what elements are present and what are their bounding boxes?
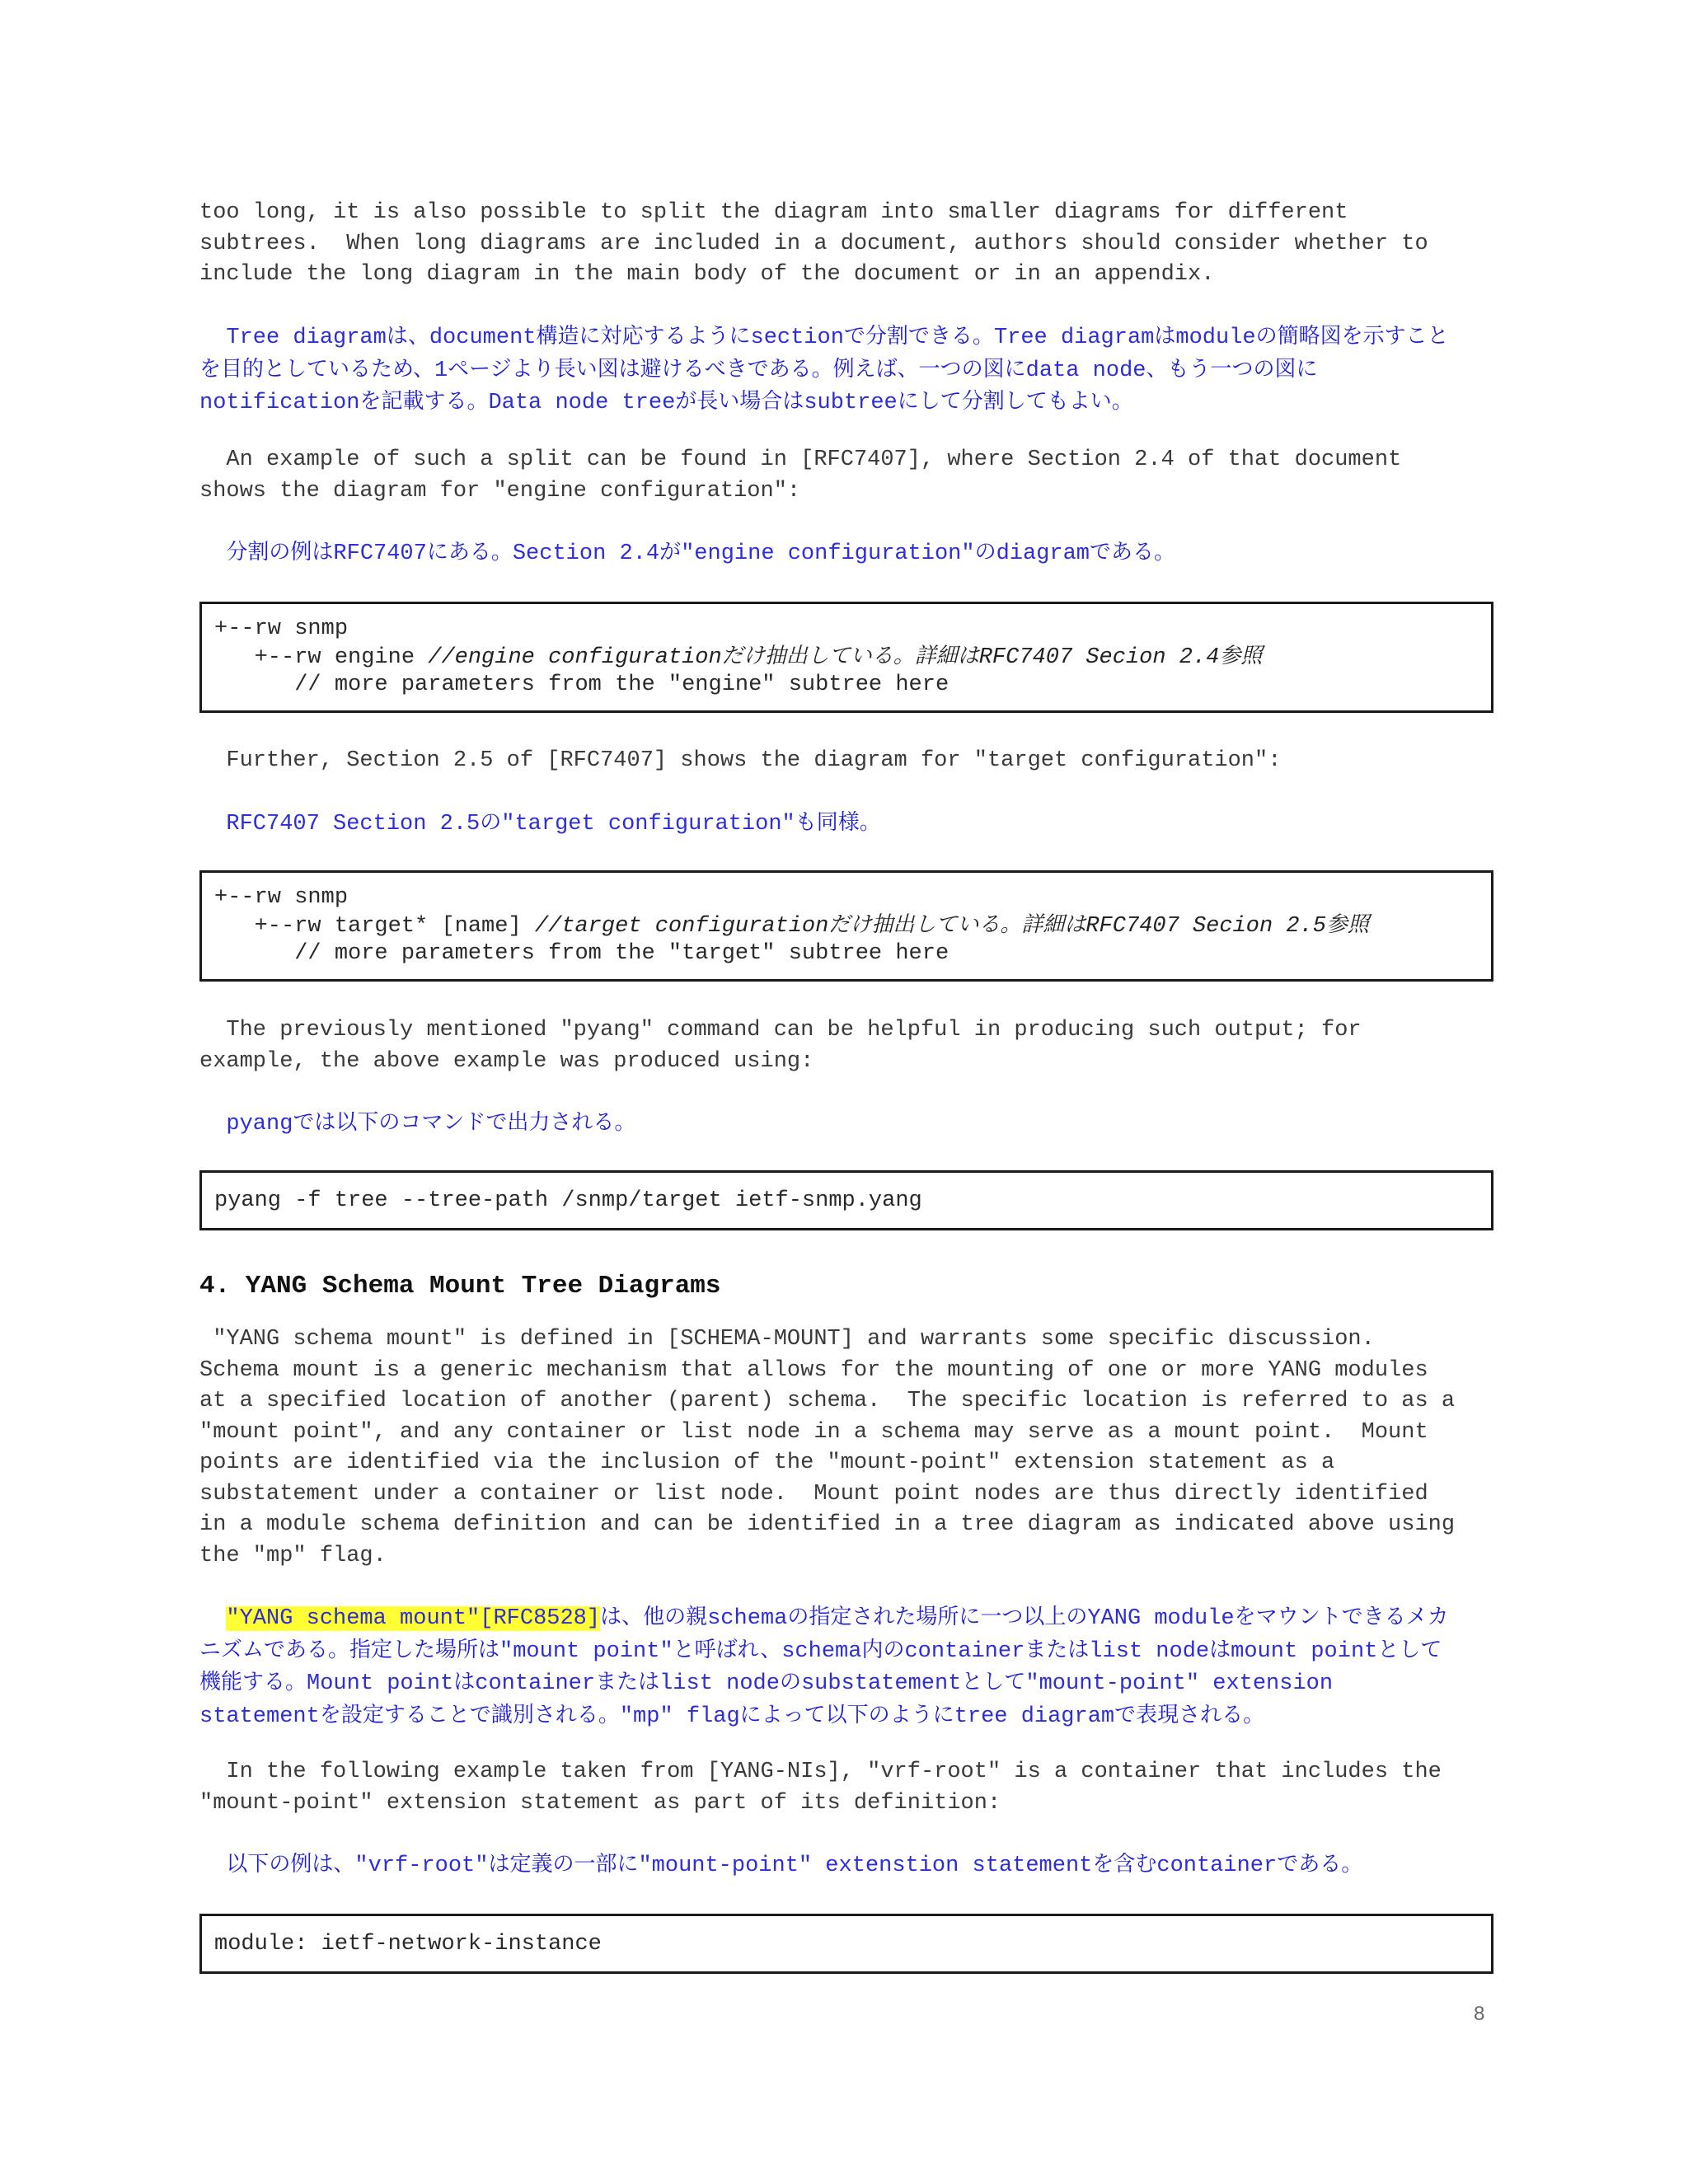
latin-run: "engine configuration" bbox=[681, 541, 975, 566]
latin-run bbox=[199, 541, 226, 566]
code-line: // more parameters from the "engine" subtree here bbox=[214, 673, 950, 697]
latin-run: schema bbox=[707, 1606, 788, 1631]
japanese-run: が長い場合は bbox=[675, 389, 804, 414]
latin-run: RFC7407 Secion 2.4 bbox=[978, 645, 1220, 670]
latin-run: "target configuration" bbox=[501, 812, 795, 837]
latin-run: subtree bbox=[804, 391, 898, 415]
japanese-run: で表現される。 bbox=[1114, 1702, 1265, 1727]
note-target-config-ja bbox=[199, 808, 881, 841]
japanese-run: は、他の親 bbox=[600, 1605, 708, 1629]
japanese-run: は定義の一部に bbox=[488, 1852, 639, 1877]
code-line: +--rw snmp bbox=[214, 616, 349, 641]
latin-run: YANG module bbox=[1087, 1606, 1235, 1631]
japanese-run: だけ抽出している。詳細は bbox=[828, 912, 1086, 937]
paragraph-target-config: Further, Section 2.5 of [RFC7407] shows the diagram for "target configuration": bbox=[199, 748, 1282, 773]
latin-run: schema bbox=[781, 1638, 862, 1664]
japanese-run: として 機能する。 bbox=[199, 1637, 1442, 1694]
latin-run: Tree diagram bbox=[199, 326, 387, 350]
japanese-run: である。 bbox=[1090, 540, 1176, 565]
code-comment bbox=[428, 645, 1262, 670]
paragraph-intro: too long, it is also possible to split the diagram into smaller diagrams for different subtrees. When long diagrams are included in a document, authors should consider whether to include the long diagram in the main body of the document or in an appendix. bbox=[199, 200, 1428, 287]
latin-run: container bbox=[475, 1671, 596, 1696]
section-heading: 4. YANG Schema Mount Tree Diagrams bbox=[199, 1272, 721, 1301]
note-example-vrf-ja bbox=[199, 1849, 1362, 1882]
japanese-run: と呼ばれ、 bbox=[673, 1637, 782, 1662]
latin-run: pyang bbox=[199, 1112, 293, 1137]
japanese-run: 内の bbox=[861, 1637, 905, 1662]
latin-run: substatement bbox=[800, 1671, 962, 1696]
latin-run: container bbox=[1156, 1854, 1278, 1878]
japanese-run: 分割の例は bbox=[226, 540, 334, 565]
japanese-run: である。 bbox=[1277, 1852, 1363, 1877]
japanese-run: を設定することで識別される。 bbox=[319, 1702, 620, 1727]
code-box-module bbox=[199, 1914, 1493, 1974]
japanese-run: にして分割してもよい。 bbox=[897, 389, 1133, 414]
latin-run: "mount-point" extenstion statement bbox=[638, 1854, 1093, 1878]
japanese-run: では以下のコマンドで出力される。 bbox=[293, 1110, 636, 1135]
japanese-run: 以下の例は、 bbox=[226, 1852, 355, 1877]
latin-run: list node bbox=[659, 1671, 780, 1696]
code-box-engine bbox=[199, 602, 1493, 713]
code-comment bbox=[535, 914, 1369, 939]
japanese-run: 、もう一つの図に bbox=[1146, 356, 1318, 382]
japanese-run: は、 bbox=[386, 324, 429, 349]
note-tree-diagram-ja bbox=[199, 321, 1449, 419]
latin-run: document bbox=[429, 326, 537, 350]
page-number: 8 bbox=[1474, 2003, 1485, 2025]
latin-run: Mount point bbox=[307, 1671, 454, 1696]
latin-run: Data node tree bbox=[488, 391, 676, 415]
latin-run: "mount point" bbox=[499, 1638, 673, 1664]
note-pyang-ja bbox=[199, 1108, 635, 1141]
japanese-run: だけ抽出している。詳細は bbox=[721, 644, 979, 668]
japanese-run: の指定された場所に一つ以上の bbox=[787, 1605, 1088, 1629]
note-schema-mount-ja bbox=[199, 1602, 1449, 1732]
japanese-run: は bbox=[1154, 324, 1176, 349]
latin-run: RFC7407 Section 2.5 bbox=[199, 812, 481, 837]
code-line: // more parameters from the "target" subtree here bbox=[214, 941, 950, 966]
code-line: module: ietf-network-instance bbox=[214, 1932, 602, 1957]
latin-run: "mount-point" extension statement bbox=[199, 1671, 1334, 1729]
paragraph-schema-mount: "YANG schema mount" is defined in [SCHEMA-MOUNT] and warrants some specific discussion. Schema mount is a generic mechanism that allows for the mounting of one or more YANG modules at a specified location of another (parent) schema. The specific location is referred to as a "mount point", and any container or list node in a schema may serve as a mount point. Mount points are identified via the inclusion of the "mount-point" extension statement as a substatement under a container or list node. Mount point nodes are thus directly identified in a module schema definition and can be identified in a tree diagram as indicated above using the "mp" flag. bbox=[199, 1327, 1456, 1568]
code-box-target bbox=[199, 870, 1493, 982]
japanese-run: を含む bbox=[1092, 1852, 1157, 1877]
japanese-run: も同様。 bbox=[795, 810, 881, 835]
japanese-run: ページより長い図は避けるべきである。例えば、一つの図に bbox=[448, 356, 1026, 382]
latin-run: mount point bbox=[1231, 1638, 1378, 1664]
latin-run: container bbox=[904, 1638, 1025, 1664]
japanese-run: を記載する。 bbox=[359, 389, 489, 414]
japanese-run: で分割できる。 bbox=[843, 324, 994, 349]
japanese-run: の bbox=[974, 540, 996, 565]
latin-run: "vrf-root" bbox=[354, 1854, 489, 1878]
japanese-run: の bbox=[779, 1670, 801, 1694]
japanese-run: 参照 bbox=[1219, 644, 1263, 668]
japanese-run: は bbox=[1209, 1637, 1231, 1662]
latin-run: data node bbox=[1025, 358, 1146, 383]
japanese-run: 構造に対応するように bbox=[536, 324, 751, 349]
paragraph-example-vrf: In the following example taken from [YANG-NIs], "vrf-root" is a container that includes the "mount-point" extension statement as part of its definition: bbox=[199, 1760, 1442, 1816]
code-line: +--rw engine //engine configurationだけ抽出している。詳細はRFC7407 Secion 2.4参照 bbox=[214, 644, 1263, 670]
japanese-run: の簡略図を示すこと を目的としているため、 bbox=[199, 324, 1449, 382]
latin-run: "mp" flag bbox=[619, 1704, 740, 1729]
latin-run: //target configuration bbox=[534, 914, 829, 939]
latin-run: RFC7407 Secion 2.5 bbox=[1085, 914, 1327, 939]
latin-run: RFC7407 bbox=[333, 541, 427, 566]
japanese-run: をマウントできるメカ ニズムである。指定した場所は bbox=[199, 1605, 1449, 1662]
japanese-run: によって以下のように bbox=[739, 1702, 954, 1727]
paragraph-split-example: An example of such a split can be found in [RFC7407], where Section 2.4 of that document shows the diagram for "engine configuration": bbox=[199, 448, 1402, 504]
code-box-pyang-command bbox=[199, 1170, 1493, 1230]
paragraph-pyang: The previously mentioned "pyang" command can be helpful in producing such output; for example, the above example was produced using: bbox=[199, 1018, 1362, 1074]
latin-run: notification bbox=[199, 391, 360, 415]
latin-run: section bbox=[750, 326, 844, 350]
japanese-run: が bbox=[659, 540, 682, 565]
code-line: pyang -f tree --tree-path /snmp/target ietf-snmp.yang bbox=[214, 1188, 922, 1213]
japanese-run: にある。 bbox=[426, 540, 513, 565]
latin-run bbox=[199, 1854, 226, 1878]
latin-run: 1 bbox=[434, 358, 448, 383]
latin-run: list node bbox=[1089, 1638, 1210, 1664]
latin-run: Tree diagram bbox=[993, 326, 1155, 350]
japanese-run: または bbox=[595, 1670, 660, 1694]
japanese-run: として bbox=[961, 1670, 1026, 1694]
japanese-run: の bbox=[480, 810, 502, 835]
japanese-run: は bbox=[453, 1670, 476, 1694]
code-line: +--rw snmp bbox=[214, 885, 349, 910]
latin-run: diagram bbox=[996, 541, 1090, 566]
highlighted-term: "YANG schema mount"[RFC8528] bbox=[226, 1606, 601, 1631]
latin-run: module bbox=[1175, 326, 1256, 350]
latin-run: Section 2.4 bbox=[512, 541, 660, 566]
latin-run: tree diagram bbox=[954, 1704, 1115, 1729]
note-split-example-ja bbox=[199, 537, 1175, 570]
japanese-run: 参照 bbox=[1326, 912, 1370, 937]
latin-run: //engine configuration bbox=[428, 645, 722, 670]
code-line: +--rw target* [name] //target configurationだけ抽出している。詳細はRFC7407 Secion 2.5参照 bbox=[214, 912, 1370, 939]
japanese-run: または bbox=[1025, 1637, 1090, 1662]
